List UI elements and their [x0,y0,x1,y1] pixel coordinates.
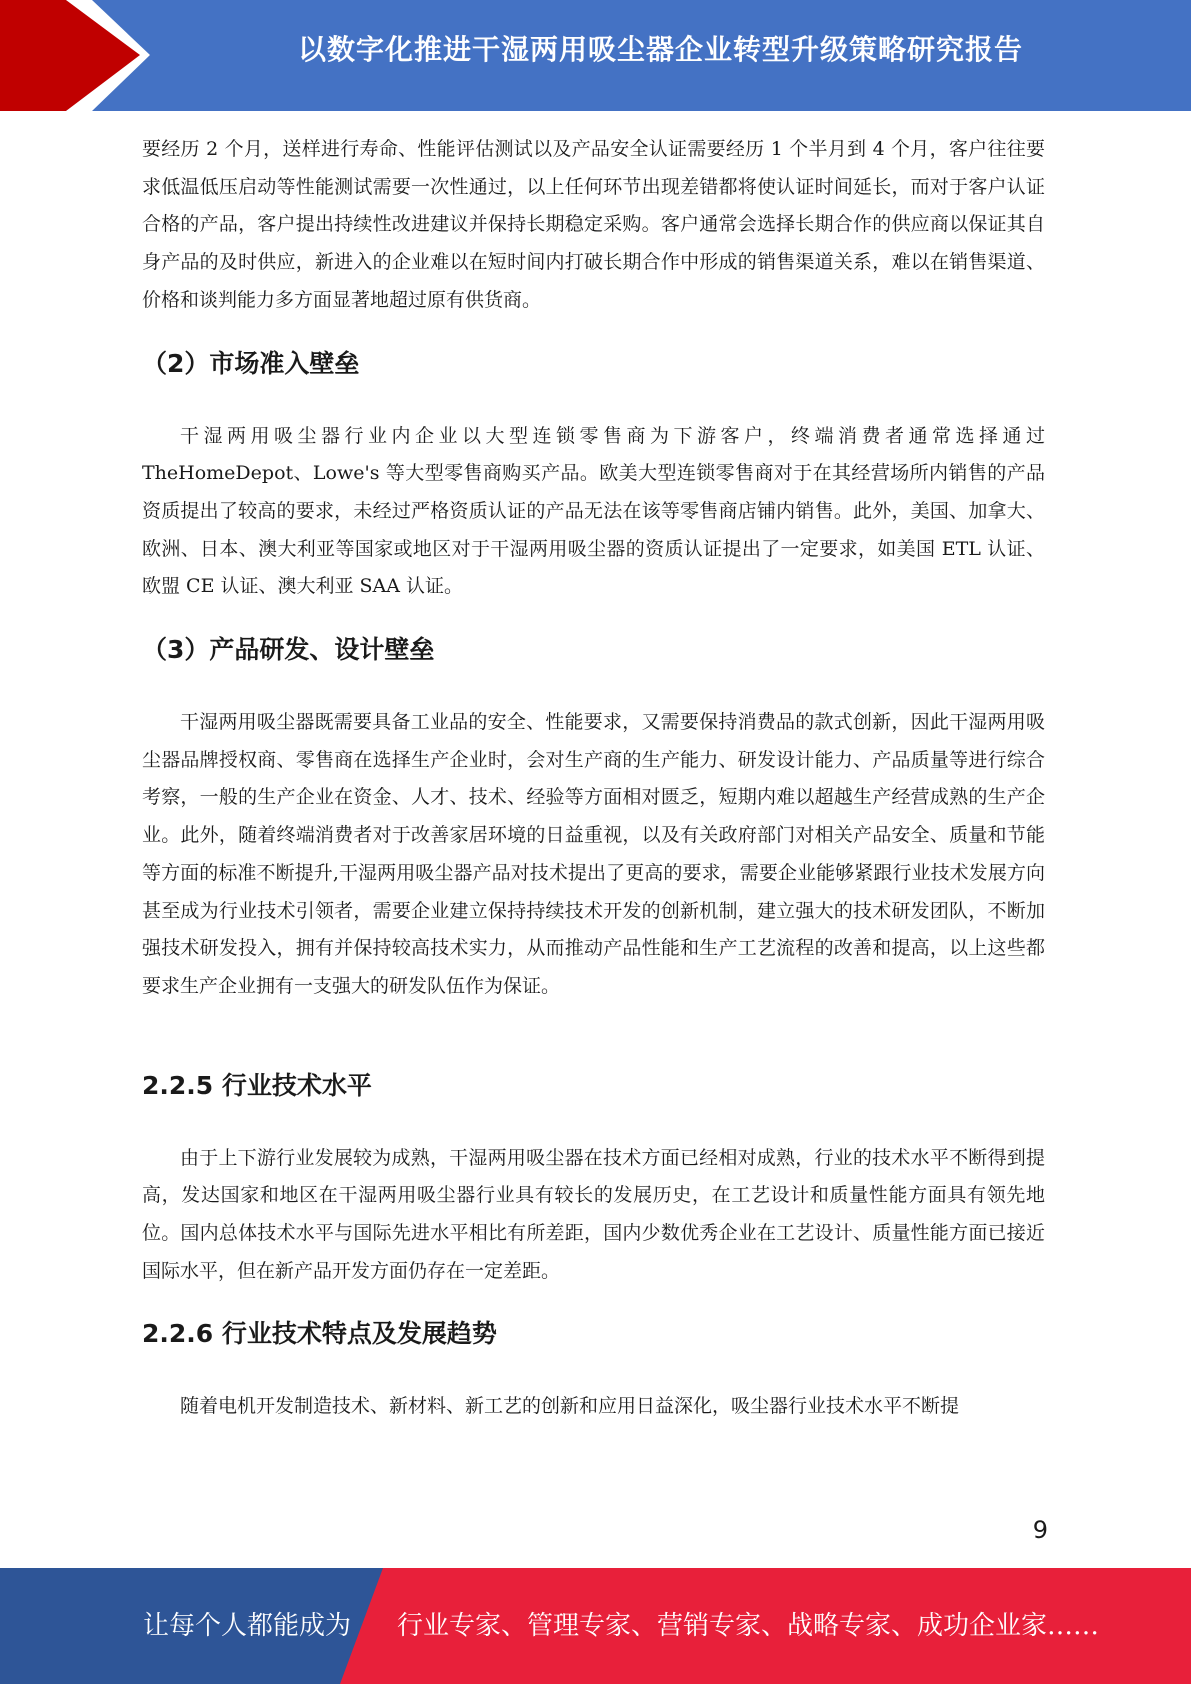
heading-rnd-design-barrier: （3）产品研发、设计壁垒 [142,635,435,665]
paragraph-technology-level: 由于上下游行业发展较为成熟，干湿两用吸尘器在技术方面已经相对成熟，行业的技术水平不断得到提高，发达国家和地区在干湿两用吸尘器行业具有较长的发展历史，在工艺设计和质量性能方面具有领先地位。国内总体技术水平与国际先进水平相比有所差距，国内少数优秀企业在工艺设计、质量性能方面已接近国际水平，但在新产品开发方面仍存在一定差距。 [142,1146,1045,1282]
footer-slogan-left: 让每个人都能成为 [143,1611,352,1641]
heading-2-2-6: 2.2.6 行业技术特点及发展趋势 [142,1319,497,1349]
page-number: 9 [1032,1516,1048,1544]
footer-slogan-right: 行业专家、管理专家、营销专家、战略专家、成功企业家…… [397,1611,1100,1641]
paragraph-technology-trends: 随着电机开发制造技术、新材料、新工艺的创新和应用日益深化，吸尘器行业技术水平不断提 [180,1395,960,1418]
paragraph-market-access: 干湿两用吸尘器行业内企业以大型连锁零售商为下游客户，终端消费者通常选择通过 TheHomeDepot、Lowe's 等大型零售商购买产品。欧美大型连锁零售商对于在其经营场所内销售的产品资质提出了较高的要求，未经过严格资质认证的产品无法在该等零售商店铺内销售。此外，美国、加拿大、欧洲、日本、澳大利亚等国家或地区对于干湿两用吸尘器的资质认证提出了一定要求，如美国 ETL 认证、欧盟 CE 认证、澳大利亚 SAA 认证。 [142,424,1045,598]
paragraph-customer-certification: 要经历 2 个月，送样进行寿命、性能评估测试以及产品安全认证需要经历 1 个半月到 4 个月，客户往往要求低温低压启动等性能测试需要一次性通过，以上任何环节出现差错都将使认证时间延长，而对于客户认证合格的产品，客户提出持续性改进建议并保持长期稳定采购。客户通常会选择长期合作的供应商以保证其自身产品的及时供应，新进入的企业难以在短时间内打破长期合作中形成的销售渠道关系，难以在销售渠道、价格和谈判能力多方面显著地超过原有供货商。 [142,138,1045,311]
paragraph-rnd-design: 干湿两用吸尘器既需要具备工业品的安全、性能要求，又需要保持消费品的款式创新，因此干湿两用吸尘器品牌授权商、零售商在选择生产企业时，会对生产商的生产能力、研发设计能力、产品质量等进行综合考察，一般的生产企业在资金、人才、技术、经验等方面相对匮乏，短期内难以超越生产经营成熟的生产企业。此外，随着终端消费者对于改善家居环境的日益重视，以及有关政府部门对相关产品安全、质量和节能等方面的标准不断提升,干湿两用吸尘器产品对技术提出了更高的要求，需要企业能够紧跟行业技术发展方向甚至成为行业技术引领者，需要企业建立保持持续技术开发的创新机制，建立强大的技术研发团队，不断加强技术研发投入，拥有并保持较高技术实力，从而推动产品性能和生产工艺流程的改善和提高，以上这些都要求生产企业拥有一支强大的研发队伍作为保证。 [142,711,1045,997]
document-body [142,131,1045,1426]
heading-2-2-5: 2.2.5 行业技术水平 [142,1070,372,1100]
heading-market-access-barrier: （2）市场准入壁垒 [142,348,360,378]
page-header [0,0,1191,111]
page-footer [0,1568,1191,1684]
document-title: 以数字化推进干湿两用吸尘器企业转型升级策略研究报告 [297,33,1023,66]
